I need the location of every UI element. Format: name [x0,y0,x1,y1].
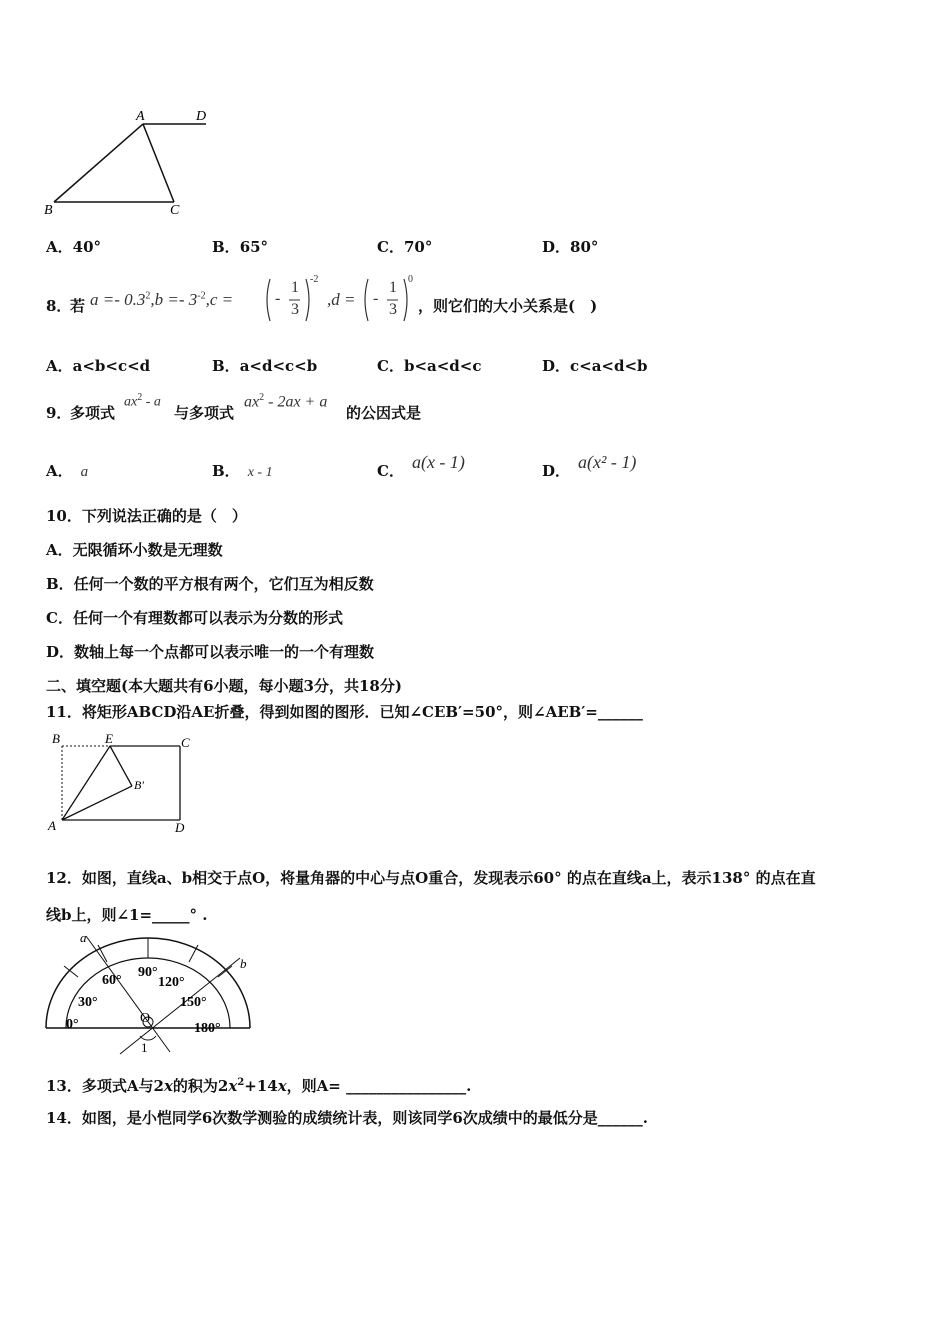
svg-text:a: a [80,930,87,945]
q10-option-a[interactable]: A．无限循环小数是无理数 [46,541,223,559]
q12-line1: 12．如图，直线a、b相交于点O，将量角器的中心与点O重合，发现表示60° 的点在直线a上，表示138° 的点在直 [46,869,816,887]
q8-number: 8． [46,297,72,315]
svg-text:B: B [52,731,60,746]
protractor-figure-q12 [40,928,265,1058]
rectangle-fold-figure-q11 [44,728,204,838]
q10-option-b[interactable]: B．任何一个数的平方根有两个，它们互为相反数 [46,575,374,593]
q13-stem: 13．多项式A与2x的积为$2x^2+14x$，则A= ________________. [46,1077,472,1095]
svg-text:1: 1 [141,1040,148,1055]
q8-a-expr: $a =- 0.3^2,b =- 3^{-2},c$ = [90,290,234,309]
triangle-figure-q7 [40,100,220,220]
q14-stem: 14．如图，是小恺同学6次数学测验的成绩统计表，则该同学6次成绩中的最低分是______. [46,1109,648,1127]
q9-option-d[interactable]: D． a(x² - 1) [542,452,637,480]
q8-option-b[interactable]: B．a<d<c<b [212,357,318,375]
q9-stem: 9． 多项式 $ax^2$ - a 与多项式 $ax^2 - 2ax + a$ 的公因式是 [46,392,422,422]
svg-text:60°: 60° [102,973,122,988]
q8-c-fraction: - 1 3 -2 [264,276,320,324]
label-b: B [44,203,53,218]
svg-text:B′: B′ [134,778,144,792]
svg-text:O: O [140,1011,151,1026]
q9-option-b[interactable]: B． x - 1 [212,462,273,480]
q9-option-a[interactable]: A． a [46,462,89,480]
label-a: A [136,109,145,124]
q8-stem [46,276,746,324]
svg-text:120°: 120° [158,975,185,990]
section-title: 二、填空题(本大题共有6小题，每小题3分，共18分) [46,677,402,695]
q8-suffix: ，则它们的大小关系是( ) [418,297,598,315]
q8-option-c[interactable]: C．b<a<d<c [377,357,482,375]
q8-prefix: 若 [70,297,86,315]
svg-text:90°: 90° [138,965,158,980]
q10-option-d[interactable]: D．数轴上每一个点都可以表示唯一的一个有理数 [46,643,375,661]
q11-stem: 11．将矩形ABCD沿AE折叠，得到如图的图形．已知∠CEB′=50°，则∠AEB′=______ [46,703,643,721]
svg-text:C: C [181,735,190,750]
q12-line2: 线b上，则∠1=_____° . [46,906,208,924]
svg-text:E: E [105,731,113,746]
svg-text:b: b [240,956,247,971]
q8-d-expr: ,d = [327,290,356,309]
q10-stem: 10．下列说法正确的是（ ） [46,507,247,525]
q7-option-b[interactable]: B．65° [212,238,269,256]
svg-text:A: A [48,818,56,833]
svg-text:0°: 0° [66,1017,79,1032]
label-c: C [170,203,180,218]
q7-option-d[interactable]: D．80° [542,238,599,256]
q8-d-fraction: - 1 3 0 [362,276,418,324]
svg-text:30°: 30° [78,995,98,1010]
svg-text:180°: 180° [194,1021,221,1036]
q8-option-d[interactable]: D．c<a<d<b [542,357,648,375]
svg-text:D: D [175,820,185,835]
q10-option-c[interactable]: C．任何一个有理数都可以表示为分数的形式 [46,609,343,627]
q7-option-c[interactable]: C．70° [377,238,433,256]
svg-text:150°: 150° [180,995,207,1010]
label-d: D [196,109,207,124]
q9-option-c[interactable]: C． a(x - 1) [377,452,465,480]
q7-option-a[interactable]: A．40° [46,238,102,256]
q8-option-a[interactable]: A．a<b<c<d [46,357,151,375]
